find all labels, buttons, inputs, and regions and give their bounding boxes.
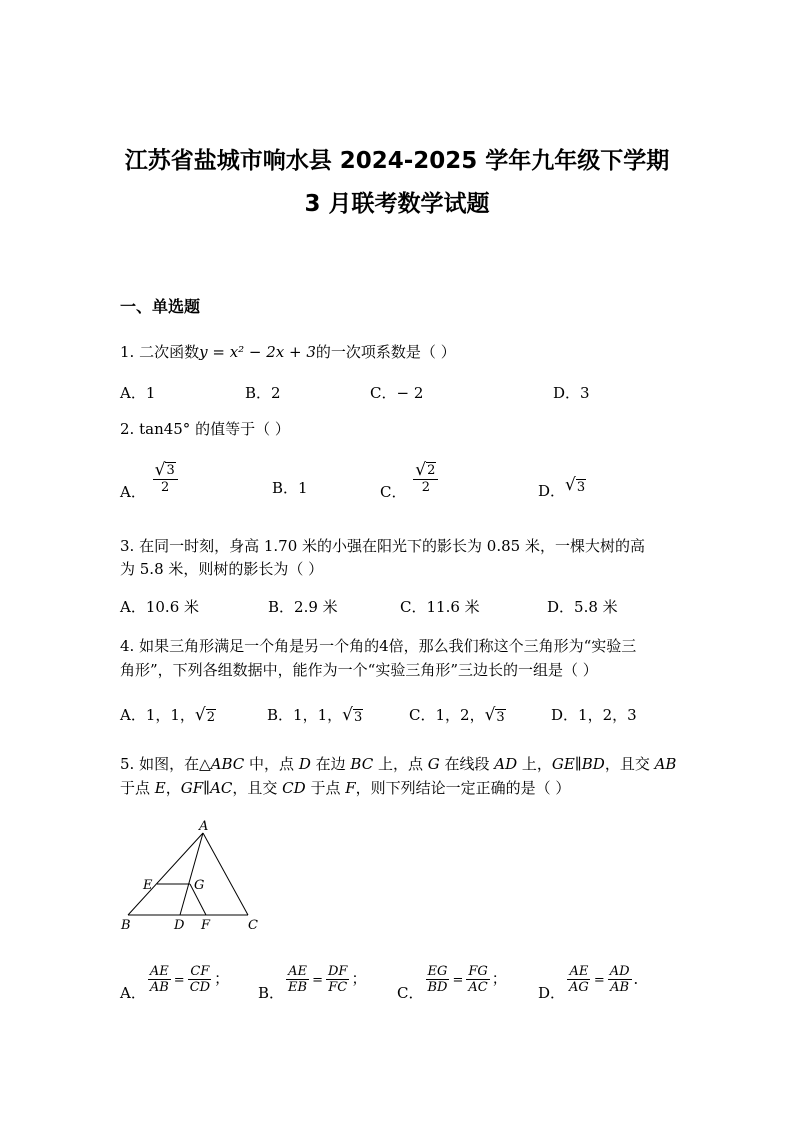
question-number: 4.: [120, 637, 135, 655]
radicand: 2: [427, 463, 436, 478]
math-var: ABC: [210, 755, 245, 773]
denominator: BD: [427, 980, 448, 995]
option-label: D．: [538, 983, 566, 1002]
math-var: AD: [494, 755, 518, 773]
title-line-2: 3 月联考数学试题: [304, 191, 490, 217]
question-text: 如图，在△: [139, 755, 211, 773]
option-label: D．: [538, 482, 566, 500]
denominator: AG: [569, 980, 589, 995]
q2-option-b: B．1: [272, 479, 308, 497]
math-var: E: [154, 779, 166, 797]
question-text: ，且交: [232, 779, 283, 797]
math-var: GF∥AC: [180, 779, 233, 797]
fraction: [466, 964, 489, 995]
question-text: ，: [165, 779, 181, 797]
question-number: 1.: [120, 343, 135, 361]
q1-option-a: A．1: [120, 384, 156, 402]
question-5: [120, 753, 676, 774]
question-4-line-2: 角形”，下列各组数据中，能作为一个“实验三角形”三边长的一组是（ ）: [120, 661, 598, 679]
q2-option-a: [120, 460, 180, 501]
question-text: 的值等于（ ）: [195, 420, 290, 438]
q3-option-c: C．11.6 米: [400, 598, 480, 616]
q5-option-c: [397, 964, 507, 1002]
label-f: F: [201, 918, 211, 933]
fraction: [148, 964, 171, 995]
question-text: 上，: [517, 755, 552, 773]
punctuation: ；: [351, 969, 367, 988]
fraction: √ 3 2: [153, 462, 178, 495]
q2-option-c: [380, 460, 440, 501]
equals-sign: =: [593, 972, 605, 988]
question-1: [120, 341, 456, 362]
option-label: C．: [397, 983, 424, 1002]
label-e: E: [143, 878, 153, 893]
denominator: AB: [149, 980, 169, 995]
label-d: D: [174, 918, 185, 933]
math-var: CD: [282, 779, 306, 797]
denominator: EB: [288, 980, 308, 995]
question-text: ，则下列结论一定正确的是（ ）: [355, 779, 571, 797]
fraction: [326, 964, 349, 995]
q5-option-d: [538, 964, 649, 1002]
denominator: 2: [161, 480, 170, 495]
question-3-line-2: 为 5.8 米，则树的影长为（ ）: [120, 560, 324, 578]
denominator: 2: [421, 480, 430, 495]
triangle-figure: [115, 815, 275, 940]
option-label: B．1，1，: [267, 706, 343, 724]
question-text: 在同一时刻，身高 1.70 米的小强在阳光下的影长为 0.85 米，一棵大树的高: [139, 537, 645, 555]
q3-option-a: A．10.6 米: [120, 598, 199, 616]
question-4: [120, 635, 636, 656]
q4-option-a: A．1，1， √ 2: [120, 705, 216, 725]
q1-option-c: [370, 382, 423, 403]
fraction: [608, 964, 632, 995]
section-heading: 一、单选题: [120, 297, 201, 316]
option-label: C．: [380, 482, 407, 501]
label-g: G: [194, 878, 205, 893]
equals-sign: =: [173, 972, 185, 988]
q4-option-b: B．1，1， √ 3: [267, 705, 363, 725]
radicand: 2: [206, 710, 216, 725]
question-text: ，且交: [604, 755, 655, 773]
math-var: F: [345, 779, 356, 797]
question-text: 的一次项系数是（ ）: [315, 343, 456, 361]
question-text: 于点: [120, 779, 155, 797]
question-text: 二次函数: [139, 343, 200, 361]
fraction: [286, 964, 309, 995]
label-b: B: [121, 918, 131, 933]
math-var: D: [298, 755, 311, 773]
q4-option-c: C．1，2， √ 3: [409, 705, 505, 725]
option-label: A．: [120, 983, 146, 1002]
fraction: √ 2 2: [413, 462, 438, 495]
denominator: AC: [468, 980, 488, 995]
fraction: [567, 964, 591, 995]
fraction: [425, 964, 449, 995]
question-text: 如果三角形满足一个角是另一个角的4倍，那么我们称这个三角形为“实验三: [139, 637, 637, 655]
numerator: DF: [327, 964, 348, 979]
fraction: [188, 964, 212, 995]
numerator: AE: [288, 964, 307, 979]
math-var: GE∥BD: [551, 755, 605, 773]
question-text: 于点: [305, 779, 346, 797]
question-5-line-2: [120, 777, 570, 798]
radicand: 3: [353, 710, 363, 725]
label-c: C: [248, 918, 258, 933]
question-number: 5.: [120, 755, 135, 773]
question-text: 上，点: [373, 755, 428, 773]
q1-option-b: B．2: [245, 384, 281, 402]
equals-sign: =: [312, 972, 323, 988]
q5-option-b: [258, 964, 367, 1002]
formula: y = x² − 2x + 3: [199, 343, 316, 361]
option-label: B．: [258, 983, 285, 1002]
radicand: 3: [166, 463, 175, 478]
option-label: A．1，1，: [120, 706, 195, 724]
question-number: 3.: [120, 537, 135, 555]
equals-sign: =: [452, 972, 464, 988]
q3-option-b: B．2.9 米: [268, 598, 338, 616]
label-a: A: [199, 819, 209, 834]
q1-option-d: D．3: [553, 384, 590, 402]
q2-option-d: D． √ 3: [538, 475, 586, 500]
question-text: 在边: [310, 755, 351, 773]
math-var: AB: [654, 755, 677, 773]
option-value: − 2: [396, 384, 424, 402]
radicand: 3: [496, 710, 505, 725]
title-line-1: 江苏省盐城市响水县 2024-2025 学年九年级下学期: [124, 148, 670, 174]
option-label: C．: [370, 384, 397, 402]
option-label: A．: [120, 482, 146, 501]
denominator: AB: [610, 980, 630, 995]
numerator: AD: [609, 964, 630, 979]
q4-option-d: D．1，2，3: [551, 706, 637, 724]
punctuation: ；: [214, 969, 230, 988]
numerator: EG: [427, 964, 448, 979]
q3-option-d: D．5.8 米: [547, 598, 618, 616]
question-text: 在线段: [439, 755, 495, 773]
radicand: 3: [576, 480, 586, 495]
question-2: [120, 418, 290, 439]
denominator: CD: [189, 980, 211, 995]
option-label: C．1，2，: [409, 706, 485, 724]
denominator: FC: [328, 980, 348, 995]
question-3: [120, 535, 645, 556]
side-ac: [203, 833, 248, 915]
math-var: BC: [350, 755, 374, 773]
numerator: FG: [468, 964, 488, 979]
numerator: AE: [569, 964, 589, 979]
numerator: AE: [149, 964, 169, 979]
punctuation: ；: [491, 969, 507, 988]
punctuation: ．: [633, 969, 649, 988]
q5-option-a: [120, 964, 230, 1002]
question-number: 2.: [120, 420, 135, 438]
numerator: CF: [190, 964, 210, 979]
question-text: 中，点: [244, 755, 299, 773]
math-var: G: [427, 755, 440, 773]
expression: tan45°: [139, 420, 191, 438]
